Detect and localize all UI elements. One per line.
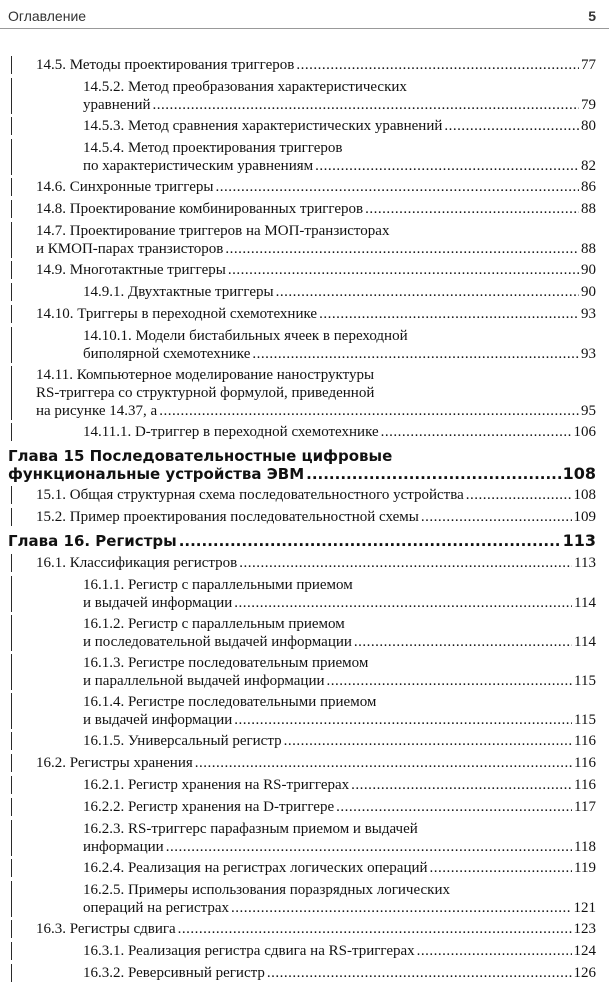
toc-entry-title-line: 14.8. Проектирование комбинированных триггеров — [36, 201, 364, 217]
toc-entry-title-line: 14.6. Синхронные триггеры — [36, 179, 214, 195]
dot-leader — [231, 899, 571, 917]
running-header-title: Оглавление — [8, 8, 87, 24]
dot-leader — [159, 402, 579, 420]
toc-entry-title-line: и выдачей информации — [83, 712, 233, 728]
toc-entry-title-line: 16.3.2. Реверсивный регистр — [83, 965, 265, 981]
toc-entry-title-line: 14.11.1. D-триггер в переходной схемотехнике — [83, 424, 379, 440]
toc-entry-title-line: 14.7. Проектирование триггеров на МОП-транзисторах — [36, 223, 390, 239]
toc-entry[interactable] — [11, 283, 596, 301]
toc-entry[interactable] — [11, 776, 596, 794]
toc-entry[interactable] — [11, 942, 596, 960]
toc-entry[interactable] — [11, 486, 596, 504]
dot-leader — [319, 305, 579, 323]
toc-entry[interactable] — [11, 576, 596, 612]
toc-entry-title-line: 14.10. Триггеры в переходной схемотехнике — [36, 306, 318, 322]
toc-page-number: 115 — [574, 712, 596, 728]
toc-page-number: 116 — [574, 777, 596, 793]
toc-entry[interactable] — [11, 881, 596, 917]
toc-entry-title-line: по характеристическим уравнениям — [83, 158, 314, 174]
toc-entry-title-line: биполярной схемотехнике — [83, 346, 251, 362]
toc-chapter-entry[interactable] — [8, 532, 596, 550]
toc-page-number: 113 — [574, 555, 596, 571]
toc-page-number: 116 — [574, 733, 596, 749]
toc-page-number: 108 — [562, 464, 596, 483]
toc-page-number: 123 — [573, 921, 596, 937]
toc-entry-title-line: 15.1. Общая структурная схема последовательностного устройства — [36, 487, 464, 503]
running-header — [8, 2, 596, 28]
toc-page-number: 113 — [562, 531, 596, 550]
toc-entry-title-line: 14.5.2. Метод преобразования характеристических — [83, 79, 407, 95]
dot-leader — [336, 798, 572, 816]
dot-leader — [466, 486, 572, 504]
toc-entry-title-line: 16.1.5. Универсальный регистр — [83, 733, 282, 749]
dot-leader — [306, 465, 560, 483]
toc-page-number: 121 — [573, 900, 596, 916]
toc-entry-title-line: 16.1.2. Регистр с параллельным приемом — [83, 616, 345, 632]
toc-entry[interactable] — [11, 78, 596, 114]
dot-leader — [166, 838, 572, 856]
toc-entry-title-line: 14.11. Компьютерное моделирование наноструктуры — [36, 367, 375, 383]
toc-entry-title-line: и параллельной выдачей информации — [83, 673, 325, 689]
dot-leader — [381, 423, 572, 441]
dot-leader — [153, 96, 579, 114]
toc-page-number: 124 — [573, 943, 596, 959]
toc-entry-title-line: Глава 15 Последовательностные цифровые — [8, 447, 393, 465]
dot-leader — [351, 776, 572, 794]
dot-leader — [225, 240, 579, 258]
toc-entry-title-line: 16.1.3. Регистре последовательным приемом — [83, 655, 369, 671]
toc-entry[interactable] — [11, 754, 596, 772]
toc-entry[interactable] — [11, 305, 596, 323]
dot-leader — [228, 261, 579, 279]
dot-leader — [327, 672, 573, 690]
page-number: 5 — [588, 8, 596, 24]
toc-page-number: 95 — [581, 403, 596, 419]
toc-entry[interactable] — [11, 423, 596, 441]
dot-leader — [417, 942, 572, 960]
toc-entry[interactable] — [11, 222, 596, 258]
toc-entry-title-line: 15.2. Пример проектирования последовательностной схемы — [36, 509, 419, 525]
toc-entry[interactable] — [11, 117, 596, 135]
toc-entry[interactable] — [11, 56, 596, 74]
toc-entry[interactable] — [11, 178, 596, 196]
toc-entry-title-line: 14.10.1. Модели бистабильных ячеек в переходной — [83, 328, 408, 344]
toc-entry-title-line: операций на регистрах — [83, 900, 230, 916]
toc-page-number: 115 — [574, 673, 596, 689]
toc-page-number: 119 — [574, 860, 596, 876]
toc-entry-title-line: 16.3.1. Реализация регистра сдвига на RS-триггерах — [83, 943, 415, 959]
toc-page-number: 117 — [574, 799, 596, 815]
toc-page-number: 86 — [581, 179, 596, 195]
toc-entry[interactable] — [11, 798, 596, 816]
toc-entry-title-line: функциональные устройства ЭВМ — [8, 465, 305, 483]
dot-leader — [252, 345, 579, 363]
toc-entry-title-line: и выдачей информации — [83, 595, 233, 611]
toc-chapter-entry[interactable] — [8, 447, 596, 483]
toc-entry-title-line: 16.2.1. Регистр хранения на RS-триггерах — [83, 777, 350, 793]
dot-leader — [276, 283, 579, 301]
toc-page-number: 106 — [573, 424, 596, 440]
toc-entry[interactable] — [11, 615, 596, 651]
toc-entry-title-line: и последовательной выдачей информации — [83, 634, 352, 650]
toc-entry[interactable] — [11, 920, 596, 938]
toc-entry[interactable] — [11, 964, 596, 982]
dot-leader — [234, 594, 572, 612]
dot-leader — [178, 920, 572, 938]
toc-entry-title-line: и КМОП-парах транзисторов — [36, 241, 224, 257]
toc-page-number: 114 — [574, 634, 596, 650]
toc-entry-title-line: 14.5.3. Метод сравнения характеристических уравнений — [83, 118, 443, 134]
toc-entry-title-line: Глава 16. Регистры — [8, 532, 177, 550]
toc-entry[interactable] — [11, 554, 596, 572]
toc-entry[interactable] — [11, 654, 596, 690]
toc-entry[interactable] — [11, 139, 596, 175]
dot-leader — [239, 554, 572, 572]
dot-leader — [421, 508, 572, 526]
toc-page-number: 90 — [581, 284, 596, 300]
toc-entry-title-line: 14.9. Многотактные триггеры — [36, 262, 226, 278]
toc-entry[interactable] — [11, 508, 596, 526]
dot-leader — [215, 178, 579, 196]
dot-leader — [267, 964, 572, 982]
toc-page-number: 118 — [574, 839, 596, 855]
toc-entry[interactable] — [11, 261, 596, 279]
toc-entry[interactable] — [11, 200, 596, 218]
toc-entry-title-line: на рисунке 14.37, а — [36, 403, 158, 419]
toc-page-number: 77 — [581, 57, 596, 73]
toc-entry-title-line: RS-триггера со структурной формулой, приведенной — [36, 385, 375, 401]
dot-leader — [296, 56, 579, 74]
toc-entry-title-line: 16.2.3. RS-триггерс парафазным приемом и выдачей — [83, 821, 418, 837]
toc-entry-title-line: 14.9.1. Двухтактные триггеры — [83, 284, 274, 300]
toc-entry-title-line: 16.1. Классификация регистров — [36, 555, 238, 571]
toc-page-number: 82 — [581, 158, 596, 174]
dot-leader — [195, 754, 572, 772]
toc-entry-title-line: уравнений — [83, 97, 151, 113]
dot-leader — [234, 711, 572, 729]
toc-page-number: 109 — [573, 509, 596, 525]
dot-leader — [284, 732, 572, 750]
toc-page-number: 80 — [581, 118, 596, 134]
toc-entry[interactable] — [11, 732, 596, 750]
table-of-contents — [8, 56, 596, 986]
toc-page-number: 93 — [581, 306, 596, 322]
dot-leader — [354, 633, 572, 651]
toc-entry-title-line: 14.5.4. Метод проектирования триггеров — [83, 140, 343, 156]
toc-entry[interactable] — [11, 859, 596, 877]
toc-page-number: 90 — [581, 262, 596, 278]
toc-entry-title-line: 16.1.1. Регистр с параллельными приемом — [83, 577, 353, 593]
toc-entry-title-line: 16.1.4. Регистре последовательными приемом — [83, 694, 377, 710]
toc-page-number: 93 — [581, 346, 596, 362]
toc-page-number: 88 — [581, 201, 596, 217]
toc-entry-title-line: информации — [83, 839, 164, 855]
dot-leader — [365, 200, 579, 218]
dot-leader — [179, 532, 561, 550]
dot-leader — [444, 117, 579, 135]
toc-entry[interactable] — [11, 327, 596, 363]
toc-page-number: 108 — [573, 487, 596, 503]
toc-page-number: 114 — [574, 595, 596, 611]
toc-page-number: 116 — [574, 755, 596, 771]
toc-entry-title-line: 16.2.4. Реализация на регистрах логических операций — [83, 860, 428, 876]
dot-leader — [430, 859, 573, 877]
toc-entry-title-line: 16.2.5. Примеры использования поразрядных логических — [83, 882, 450, 898]
toc-page-number: 79 — [581, 97, 596, 113]
toc-entry[interactable] — [11, 693, 596, 729]
toc-entry-title-line: 16.2. Регистры хранения — [36, 755, 193, 771]
toc-entry-title-line: 14.5. Методы проектирования триггеров — [36, 57, 295, 73]
dot-leader — [315, 157, 579, 175]
toc-entry[interactable] — [11, 366, 596, 420]
toc-page-number: 88 — [581, 241, 596, 257]
toc-entry-title-line: 16.2.2. Регистр хранения на D-триггере — [83, 799, 335, 815]
header-divider — [0, 28, 609, 29]
toc-page-number: 126 — [573, 965, 596, 981]
toc-entry[interactable] — [11, 820, 596, 856]
toc-entry-title-line: 16.3. Регистры сдвига — [36, 921, 176, 937]
